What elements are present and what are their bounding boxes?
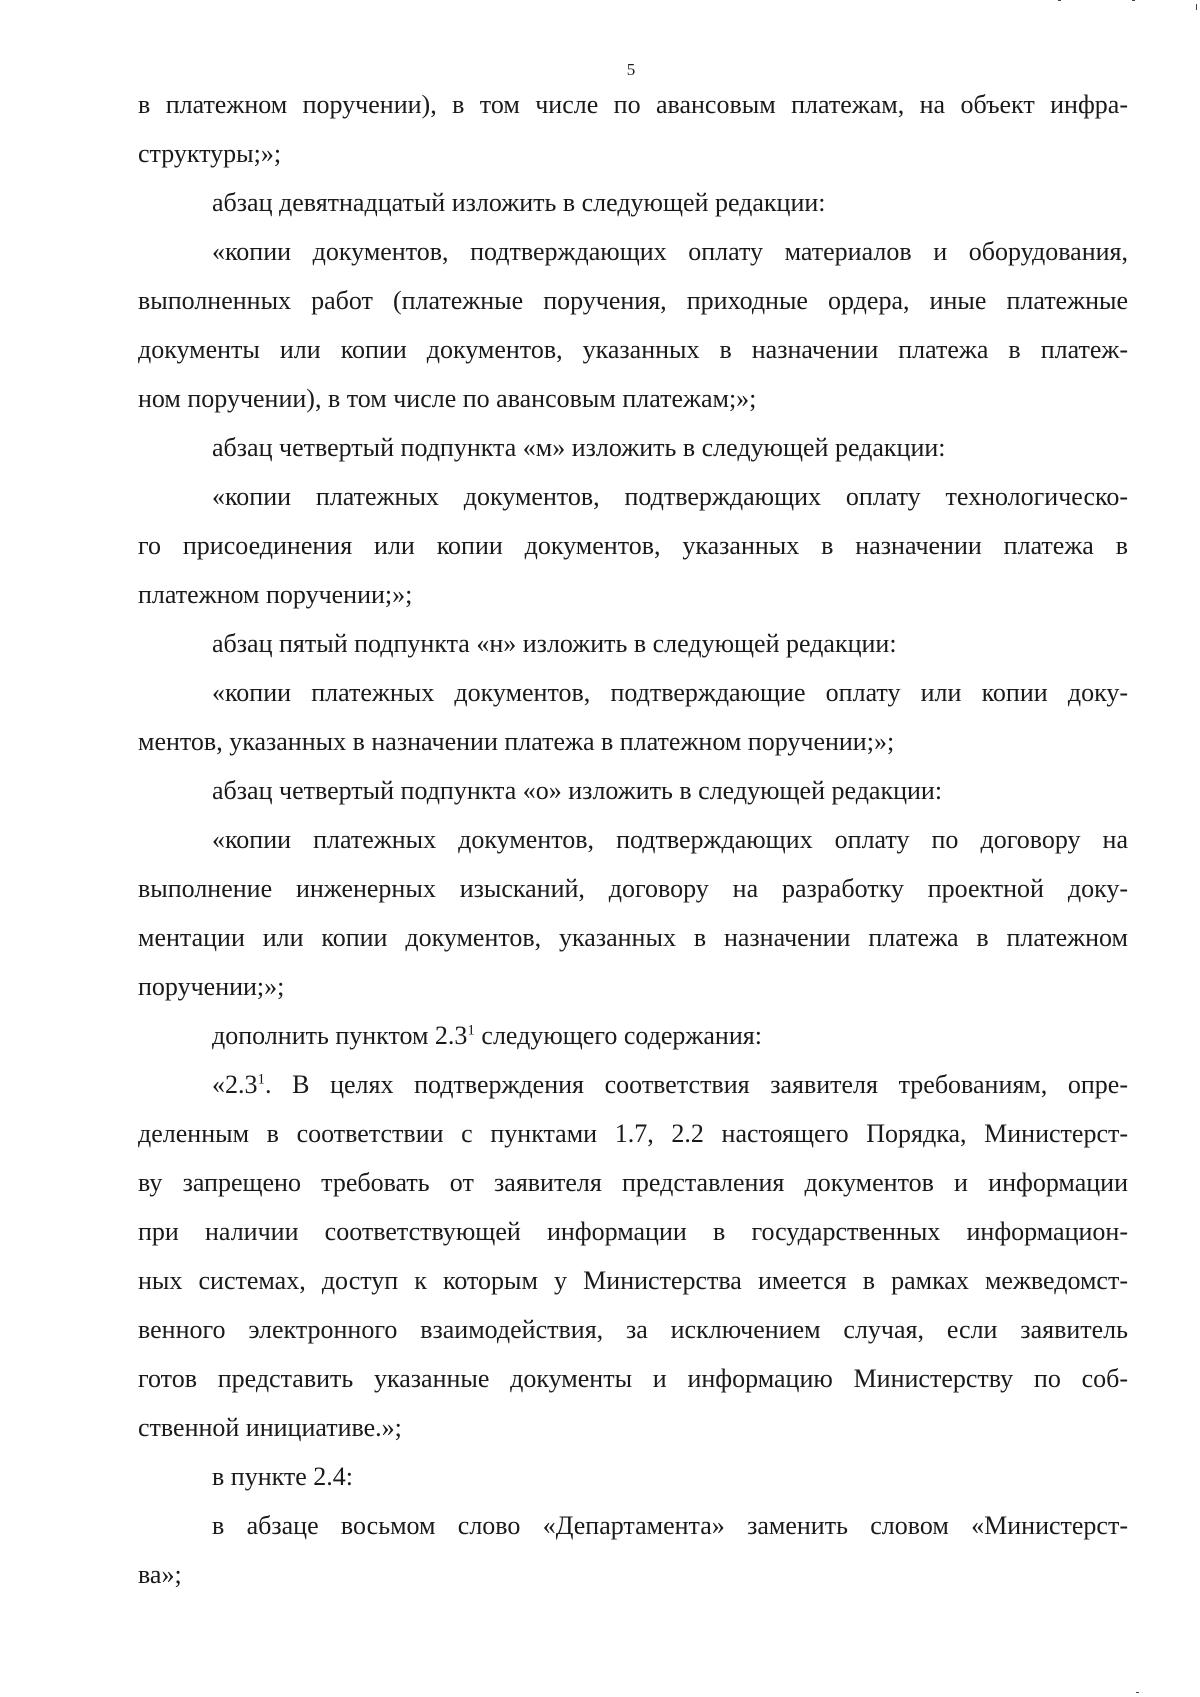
- text-line: готов представить указанные документы и информацию Министерству по соб-: [138, 1364, 1128, 1393]
- superscript: 1: [257, 1071, 265, 1088]
- scan-artifact: [1196, 4, 1197, 10]
- text-line: документы или копии документов, указанных в назначении платежа в платеж-: [138, 335, 1128, 364]
- text-fragment: дополнить пунктом 2.3: [212, 1021, 468, 1050]
- text-line: ва»;: [138, 1560, 182, 1589]
- text-line: ментации или копии документов, указанных в назначении платежа в платежном: [138, 923, 1128, 952]
- text-line: венного электронного взаимодействия, за исключением случая, если заявитель: [138, 1315, 1128, 1344]
- page-number: 5: [626, 60, 636, 79]
- text-line: структуры;»;: [138, 139, 282, 168]
- text-line: абзац девятнадцатый изложить в следующей редакции:: [212, 188, 826, 217]
- text-line: поручении;»;: [138, 972, 285, 1001]
- text-line: деленным в соответствии с пунктами 1.7, 2.2 настоящего Порядка, Министерст-: [138, 1119, 1128, 1148]
- text-line: ственной инициативе.»;: [138, 1413, 402, 1442]
- text-fragment: . В целях подтверждения соответствия заявителя требованиям, опре-: [265, 1070, 1128, 1099]
- text-fragment: «2.3: [212, 1070, 258, 1099]
- text-line: в платежном поручении), в том числе по авансовым платежам, на объект инфра-: [138, 90, 1128, 119]
- text-line: абзац четвертый подпункта «м» изложить в следующей редакции:: [212, 433, 946, 462]
- text-line: ном поручении), в том числе по авансовым платежам;»;: [138, 384, 757, 413]
- superscript: 1: [467, 1022, 475, 1039]
- text-line: в пункте 2.4:: [212, 1462, 354, 1491]
- text-line: выполнение инженерных изысканий, договору на разработку проектной доку-: [138, 874, 1128, 903]
- text-line: абзац пятый подпункта «н» изложить в следующей редакции:: [212, 629, 897, 658]
- text-line: «копии платежных документов, подтверждающих оплату технологическо-: [212, 482, 1128, 511]
- text-line: ву запрещено требовать от заявителя представления документов и информации: [138, 1168, 1128, 1197]
- text-line: го присоединения или копии документов, указанных в назначении платежа в: [138, 531, 1128, 560]
- text-line: [138, 1060, 1128, 1109]
- text-line: «копии платежных документов, подтверждающих оплату по договору на: [212, 825, 1128, 854]
- text-line: в абзаце восьмом слово «Департамента» заменить словом «Министерст-: [212, 1511, 1128, 1540]
- text-line: платежном поручении;»;: [138, 580, 413, 609]
- text-line: ментов, указанных в назначении платежа в платежном поручении;»;: [138, 727, 895, 756]
- text-fragment: следующего содержания:: [474, 1021, 762, 1050]
- scan-artifact: [1058, 0, 1061, 1]
- text-line: «копии документов, подтверждающих оплату материалов и оборудования,: [212, 237, 1128, 266]
- text-line: абзац четвертый подпункта «о» изложить в следующей редакции:: [212, 776, 943, 805]
- text-line: [138, 1011, 1128, 1060]
- scan-artifact: [1132, 0, 1135, 1]
- text-line: при наличии соответствующей информации в государственных информацион-: [138, 1217, 1128, 1246]
- scan-artifact: [1136, 1692, 1139, 1693]
- text-line: «копии платежных документов, подтверждающие оплату или копии доку-: [212, 678, 1128, 707]
- document-body: [138, 80, 1128, 1599]
- text-line: выполненных работ (платежные поручения, приходные ордера, иные платежные: [138, 286, 1128, 315]
- text-line: ных системах, доступ к которым у Министерства имеется в рамках межведомст-: [138, 1266, 1128, 1295]
